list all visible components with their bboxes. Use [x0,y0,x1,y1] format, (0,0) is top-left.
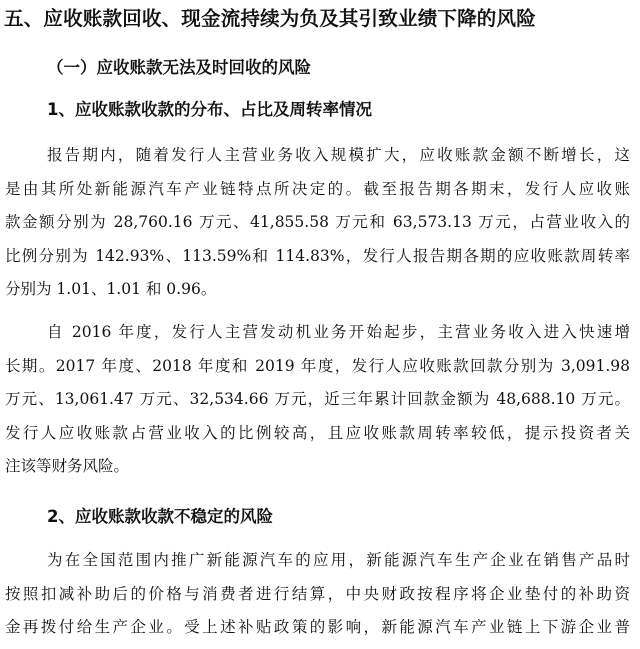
paragraph-1-line: 报告期内，随着发行人主营业务收入规模扩大，应收账款金额不断增长，这 [47,146,630,164]
paragraph-2-line: 万元、13,061.47 万元、32,534.66 万元，近三年累计回款金额为 48,688.10 万元。 [5,390,630,408]
paragraph-1-line: 是由其所处新能源汽车产业链特点所决定的。截至报告期各期末，发行人应收账 [5,179,630,198]
paragraph-2 [5,316,630,484]
paragraph-3-line: 为在全国范围内推广新能源汽车的应用，新能源汽车生产企业在销售产品时 [47,551,630,569]
section-title: 五、应收账款回收、现金流持续为负及其引致业绩下降的风险 [4,7,536,30]
item-1-title: 1、应收账款收款的分布、占比及周转率情况 [47,100,372,119]
paragraph-2-line: 长期。2017 年度、2018 年度和 2019 年度，发行人应收账款回款分别为 3,091.98 [5,356,630,375]
paragraph-1-line: 款金额分别为 28,760.16 万元、41,855.58 万元和 63,573.13 万元，占营业收入的 [5,213,630,231]
paragraph-1 [5,139,630,307]
paragraph-1-line: 分别为 1.01、1.01 和 0.96。 [5,280,217,298]
paragraph-3-line: 按照扣减补助后的价格与消费者进行结算，中央财政按程序将企业垫付的补助资 [5,584,630,603]
paragraph-2-line: 发行人应收账款占营业收入的比例较高，且应收账款周转率较低，提示投资者关 [5,423,630,442]
subsection-title: （一）应收账款无法及时回收的风险 [47,58,311,77]
paragraph-1-line: 比例分别为 142.93%、113.59%和 114.83%，发行人报告期各期的应收账款周转率 [5,246,630,265]
paragraph-3 [5,544,630,645]
paragraph-2-line: 注该等财务风险。 [5,457,130,475]
paragraph-2-line: 自 2016 年度，发行人主营发动机业务开始起步，主营业务收入进入快速增 [47,323,630,341]
item-2-title: 2、应收账款收款不稳定的风险 [47,507,273,526]
paragraph-3-line: 金再拨付给生产企业。受上述补贴政策的影响，新能源汽车产业链上下游企业普 [5,618,630,636]
